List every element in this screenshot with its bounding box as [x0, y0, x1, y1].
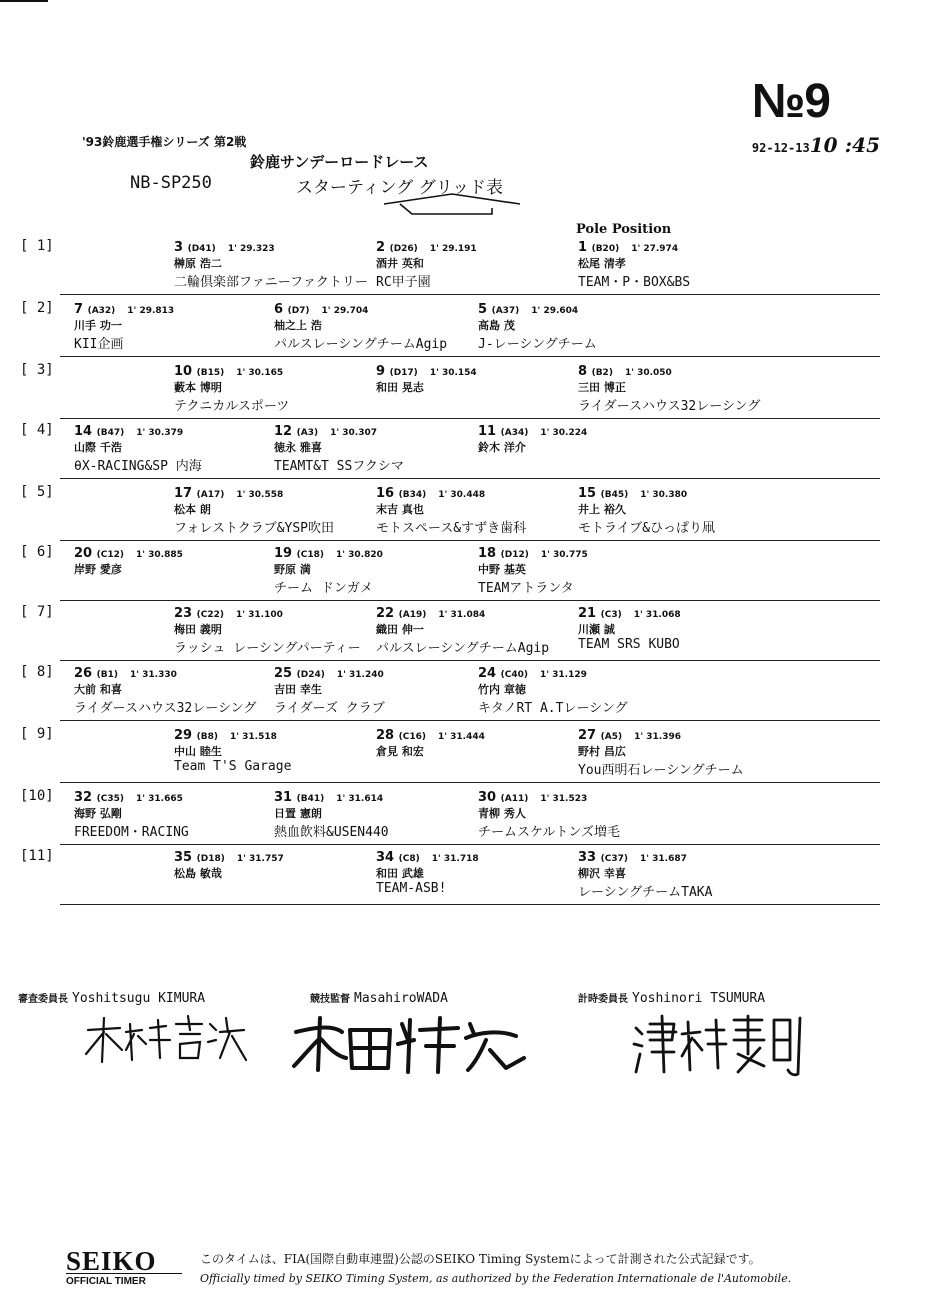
qualifying-time: 1' 30.165: [236, 368, 284, 378]
team-name: ラッシュ レーシングパーティー: [174, 641, 361, 656]
grid-slot: [376, 606, 586, 656]
qualifying-time: 1' 31.757: [236, 854, 284, 864]
grid-position: 25: [274, 666, 293, 681]
team-name: パルスレーシングチームAgip: [376, 641, 550, 656]
grid-slot-header: [274, 302, 484, 317]
qualifying-time: 1' 29.704: [321, 306, 369, 316]
grid-slot-header: [376, 606, 586, 621]
race-number: (A5): [600, 732, 623, 742]
official-steward: [18, 990, 205, 1006]
grid-slot: [376, 850, 586, 896]
rider-name: 藪本 博明: [174, 381, 222, 394]
rider-name: 織田 伸一: [376, 623, 424, 636]
grid-slot: [376, 364, 586, 395]
official-race-director: [310, 990, 448, 1006]
race-number: (B15): [196, 368, 225, 378]
rider-name: 野原 満: [274, 563, 311, 576]
seiko-logo: SEIKO: [66, 1246, 157, 1276]
team-name: Team T'S Garage: [174, 759, 292, 774]
official-timekeeper: [578, 990, 765, 1006]
rider-name: 松本 朗: [174, 503, 211, 516]
grid-slot-header: [376, 728, 586, 743]
qualifying-time: 1' 30.775: [540, 550, 588, 560]
grid-position: 22: [376, 606, 395, 621]
timestamp-date: 92-12-13: [751, 141, 810, 155]
qualifying-time: 1' 31.665: [135, 794, 183, 804]
rider-name: 三田 博正: [578, 381, 626, 394]
grid-position: 32: [74, 790, 93, 805]
race-number: (C16): [398, 732, 426, 742]
pole-position-label: Pole Position: [576, 222, 672, 237]
grid-slot-header: [478, 790, 688, 805]
grid-slot: [174, 364, 384, 414]
rider-name: 柚之上 浩: [274, 319, 322, 332]
grid-position: 35: [174, 850, 193, 865]
grid-row-label: [11]: [20, 848, 54, 864]
grid-slot-header: [478, 546, 688, 561]
team-name: チーム ドンガメ: [274, 581, 373, 596]
race-number: (C8): [398, 854, 420, 864]
qualifying-time: 1' 31.129: [539, 670, 587, 680]
race-number: (B20): [591, 244, 620, 254]
team-name: KII企画: [74, 337, 124, 352]
grid-slot: [376, 486, 586, 536]
grid-slot-header: [74, 546, 284, 561]
race-number: (D12): [500, 550, 529, 560]
signature-tsumura: [630, 1010, 810, 1080]
race-number: (C37): [600, 854, 628, 864]
grid-slot-header: [478, 424, 688, 439]
race-number: (A3): [296, 428, 319, 438]
team-name: TEAMT&T SSフクシマ: [274, 459, 404, 474]
grid-slot: [478, 666, 688, 716]
grid-position: 34: [376, 850, 395, 865]
grid-position: 19: [274, 546, 293, 561]
row-divider: [60, 600, 880, 601]
grid-slot: [578, 850, 788, 900]
race-number: (B2): [591, 368, 613, 378]
qualifying-time: 1' 31.100: [235, 610, 283, 620]
team-name: You西明石レーシングチーム: [578, 763, 744, 778]
official-name: Yoshitsugu KIMURA: [72, 991, 206, 1006]
rider-name: 野村 昌広: [578, 745, 626, 758]
qualifying-time: 1' 29.813: [127, 306, 175, 316]
race-number: (D17): [389, 368, 418, 378]
race-number: (D41): [187, 244, 216, 254]
rider-name: 大前 和喜: [74, 683, 122, 696]
qualifying-time: 1' 31.396: [634, 732, 681, 742]
grid-slot: [74, 666, 284, 716]
row-divider: [60, 356, 880, 357]
grid-slot-header: [274, 546, 484, 561]
grid-row-label: [ 3]: [20, 362, 54, 378]
grid-row-label: [ 7]: [20, 604, 54, 620]
grid-position: 26: [74, 666, 93, 681]
qualifying-time: 1' 31.068: [633, 610, 681, 620]
row-divider: [60, 660, 880, 661]
team-name: RC甲子園: [376, 275, 431, 290]
seiko-logo-subtitle: OFFICIAL TIMER: [66, 1276, 146, 1287]
race-number: (A37): [491, 306, 520, 316]
rider-name: 柳沢 幸喜: [578, 867, 626, 880]
official-name: MasahiroWADA: [354, 991, 448, 1006]
qualifying-time: 1' 29.604: [531, 306, 579, 316]
grid-position: 7: [74, 302, 84, 317]
grid-slot-header: [578, 850, 788, 865]
rider-name: 川瀬 誠: [578, 623, 615, 636]
grid-slot-header: [174, 728, 384, 743]
grid-slot: [174, 486, 384, 536]
grid-slot-header: [578, 486, 788, 501]
race-number: (D7): [287, 306, 310, 316]
qualifying-time: 1' 31.518: [229, 732, 277, 742]
race-name: 鈴鹿サンデーロードレース: [250, 153, 429, 171]
rider-name: 松島 敏哉: [174, 867, 222, 880]
grid-slot: [174, 240, 384, 290]
grid-slot: [74, 424, 284, 474]
rider-name: 吉田 幸生: [274, 683, 322, 696]
team-name: ライダースハウス32レーシング: [74, 701, 257, 716]
grid-slot-header: [376, 850, 586, 865]
team-name: TEAM SRS KUBO: [578, 637, 680, 652]
race-number: (A19): [398, 610, 427, 620]
grid-slot-header: [274, 790, 484, 805]
race-number: (D26): [389, 244, 418, 254]
qualifying-time: 1' 30.224: [540, 428, 588, 438]
grid-row-label: [ 8]: [20, 664, 54, 680]
top-edge-line: [0, 0, 48, 2]
qualifying-time: 1' 31.330: [129, 670, 177, 680]
team-name: TEAM-ASB!: [376, 881, 447, 896]
grid-position: 23: [174, 606, 193, 621]
grid-slot-header: [478, 302, 688, 317]
grid-slot: [478, 302, 688, 352]
qualifying-time: 1' 30.820: [335, 550, 383, 560]
official-role: 競技監督: [310, 994, 350, 1005]
grid-position: 12: [274, 424, 293, 439]
race-number: (A34): [500, 428, 529, 438]
qualifying-time: 1' 30.380: [640, 490, 688, 500]
grid-slot-header: [74, 666, 284, 681]
grid-slot: [174, 850, 384, 881]
rider-name: 青柳 秀人: [478, 807, 526, 820]
series-title: '93鈴鹿選手権シリーズ 第2戦: [82, 135, 247, 149]
grid-position: 18: [478, 546, 497, 561]
grid-position: 17: [174, 486, 193, 501]
team-name: θX-RACING&SP 内海: [74, 459, 202, 474]
race-number: (D18): [196, 854, 225, 864]
rider-name: 和田 武雄: [376, 867, 424, 880]
grid-title: スターティング グリッド表: [296, 178, 504, 198]
grid-row-label: [ 1]: [20, 238, 54, 254]
race-number: (C40): [500, 670, 528, 680]
race-number: (C12): [96, 550, 124, 560]
race-number: (C22): [196, 610, 224, 620]
race-number: (C35): [96, 794, 124, 804]
rider-name: 榊原 浩二: [174, 257, 222, 270]
row-divider: [60, 478, 880, 479]
grid-slot-header: [174, 850, 384, 865]
qualifying-time: 1' 27.974: [631, 244, 679, 254]
grid-slot: [174, 606, 384, 656]
grid-position: 10: [174, 364, 193, 379]
grid-position: 3: [174, 240, 184, 255]
official-role: 計時委員長: [578, 994, 628, 1005]
race-number: (B45): [600, 490, 629, 500]
grid-position: 1: [578, 240, 588, 255]
page-number: №9: [751, 75, 830, 128]
grid-position: 8: [578, 364, 588, 379]
race-number: (A17): [196, 490, 225, 500]
grid-slot: [274, 424, 484, 474]
team-name: パルスレーシングチームAgip: [274, 337, 448, 352]
grid-slot: [578, 606, 788, 652]
grid-slot: [478, 790, 688, 840]
row-divider: [60, 844, 880, 845]
rider-name: 岸野 愛彦: [74, 563, 122, 576]
official-name: Yoshinori TSUMURA: [632, 991, 766, 1006]
logo-underline: [66, 1273, 182, 1274]
qualifying-time: 1' 30.885: [135, 550, 183, 560]
grid-slot-header: [376, 240, 586, 255]
grid-slot: [578, 728, 788, 778]
grid-position: 5: [478, 302, 488, 317]
rider-name: 高島 茂: [478, 319, 515, 332]
row-divider: [60, 904, 880, 905]
qualifying-time: 1' 31.084: [438, 610, 486, 620]
team-name: 二輪倶楽部ファニーファクトリー: [174, 275, 368, 290]
row-divider: [60, 720, 880, 721]
race-number: (B41): [296, 794, 325, 804]
grid-slot-header: [74, 790, 284, 805]
rider-name: 井上 裕久: [578, 503, 626, 516]
qualifying-time: 1' 29.191: [429, 244, 477, 254]
grid-slot-header: [74, 302, 284, 317]
team-name: ライダースハウス32レーシング: [578, 399, 761, 414]
rider-name: 倉見 和宏: [376, 745, 424, 758]
grid-row-label: [ 4]: [20, 422, 54, 438]
grid-position: 2: [376, 240, 386, 255]
rider-name: 竹内 章徳: [478, 683, 526, 696]
grid-position: 27: [578, 728, 597, 743]
grid-position: 21: [578, 606, 597, 621]
rider-name: 山際 千浩: [74, 441, 122, 454]
grid-slot-header: [174, 364, 384, 379]
grid-row-label: [ 6]: [20, 544, 54, 560]
qualifying-time: 1' 31.614: [336, 794, 384, 804]
rider-name: 梅田 義明: [174, 623, 222, 636]
row-divider: [60, 540, 880, 541]
qualifying-time: 1' 31.240: [336, 670, 384, 680]
timestamp: [752, 133, 880, 157]
grid-slot: [274, 546, 484, 596]
grid-slot: [578, 240, 788, 290]
team-name: フォレストクラブ&YSP吹田: [174, 521, 335, 536]
timing-note-english: Officially timed by SEIKO Timing System, as authorized by the Federation Internationale de l'Automobile.: [200, 1272, 792, 1285]
grid-position: 24: [478, 666, 497, 681]
rider-name: 末吉 真也: [376, 503, 424, 516]
rider-name: 中野 基英: [478, 563, 526, 576]
grid-row-label: [ 5]: [20, 484, 54, 500]
signature-wada: [290, 1010, 530, 1080]
grid-slot: [274, 790, 484, 840]
grid-position: 11: [478, 424, 497, 439]
grid-slot-header: [578, 728, 788, 743]
grid-position: 28: [376, 728, 395, 743]
grid-slot-header: [74, 424, 284, 439]
grid-slot: [174, 728, 384, 774]
grid-position: 20: [74, 546, 93, 561]
grid-slot: [74, 790, 284, 840]
grid-position: 15: [578, 486, 597, 501]
row-divider: [60, 294, 880, 295]
race-number: (B8): [196, 732, 218, 742]
team-name: レーシングチームTAKA: [578, 885, 713, 900]
direction-arrow-icon: [382, 192, 522, 218]
grid-slot: [478, 424, 688, 455]
grid-position: 6: [274, 302, 284, 317]
row-divider: [60, 418, 880, 419]
race-number: (B1): [96, 670, 118, 680]
qualifying-time: 1' 31.718: [431, 854, 479, 864]
grid-position: 29: [174, 728, 193, 743]
team-name: TEAMアトランタ: [478, 581, 574, 596]
grid-slot-header: [174, 486, 384, 501]
grid-slot-header: [274, 666, 484, 681]
race-number: (D24): [296, 670, 325, 680]
grid-slot-header: [578, 606, 788, 621]
qualifying-time: 1' 31.444: [437, 732, 485, 742]
grid-position: 33: [578, 850, 597, 865]
qualifying-time: 1' 30.307: [330, 428, 377, 438]
grid-slot: [376, 240, 586, 290]
team-name: モトライブ&ひっぱり凧: [578, 521, 716, 536]
team-name: J-レーシングチーム: [478, 337, 597, 352]
rider-name: 和田 晃志: [376, 381, 424, 394]
team-name: FREEDOM・RACING: [74, 825, 189, 840]
class-name: NB-SP250: [130, 173, 212, 193]
grid-slot: [578, 486, 788, 536]
rider-name: 徳永 雅喜: [274, 441, 322, 454]
race-number: (B47): [96, 428, 125, 438]
grid-position: 30: [478, 790, 497, 805]
grid-slot-header: [376, 364, 586, 379]
race-number: (C18): [296, 550, 324, 560]
rider-name: 海野 弘剛: [74, 807, 122, 820]
qualifying-time: 1' 29.323: [227, 244, 275, 254]
grid-position: 9: [376, 364, 386, 379]
team-name: ライダーズ クラブ: [274, 701, 385, 716]
rider-name: 中山 睦生: [174, 745, 222, 758]
row-divider: [60, 782, 880, 783]
race-number: (A32): [87, 306, 116, 316]
grid-slot: [74, 546, 284, 577]
team-name: テクニカルスポーツ: [174, 399, 290, 414]
grid-row-label: [ 2]: [20, 300, 54, 316]
grid-position: 16: [376, 486, 395, 501]
signature-kimura: [80, 1010, 250, 1070]
grid-row-label: [10]: [20, 788, 54, 804]
grid-slot: [74, 302, 284, 352]
qualifying-time: 1' 31.523: [540, 794, 588, 804]
grid-slot-header: [578, 240, 788, 255]
grid-slot-header: [174, 240, 384, 255]
grid-slot-header: [478, 666, 688, 681]
official-role: 審査委員長: [18, 994, 68, 1005]
team-name: モトスペース&すずき歯科: [376, 521, 527, 536]
grid-slot: [274, 302, 484, 352]
race-number: (C3): [600, 610, 622, 620]
grid-slot-header: [274, 424, 484, 439]
grid-slot: [376, 728, 586, 759]
team-name: チームスケルトンズ増毛: [478, 825, 620, 840]
rider-name: 酒井 英和: [376, 257, 424, 270]
qualifying-time: 1' 31.687: [639, 854, 687, 864]
qualifying-time: 1' 30.050: [624, 368, 672, 378]
qualifying-time: 1' 30.379: [136, 428, 184, 438]
qualifying-time: 1' 30.448: [438, 490, 486, 500]
timestamp-hour: 10: [809, 133, 838, 157]
grid-slot-header: [578, 364, 788, 379]
grid-slot-header: [174, 606, 384, 621]
grid-slot: [478, 546, 688, 596]
grid-slot: [578, 364, 788, 414]
grid-slot: [274, 666, 484, 716]
rider-name: 鈴木 洋介: [478, 441, 526, 454]
race-number: (A11): [500, 794, 529, 804]
grid-row-label: [ 9]: [20, 726, 54, 742]
rider-name: 松尾 清孝: [578, 257, 626, 270]
qualifying-time: 1' 30.558: [236, 490, 284, 500]
timestamp-minute: :45: [844, 133, 880, 157]
team-name: TEAM・P・BOX&BS: [578, 275, 691, 290]
grid-slot-header: [376, 486, 586, 501]
team-name: 熱血飲料&USEN440: [274, 825, 389, 840]
grid-position: 14: [74, 424, 93, 439]
rider-name: 川手 功一: [74, 319, 122, 332]
qualifying-time: 1' 30.154: [429, 368, 477, 378]
race-number: (B34): [398, 490, 427, 500]
rider-name: 日置 憲朗: [274, 807, 322, 820]
grid-position: 31: [274, 790, 293, 805]
team-name: キタノRT A.Tレーシング: [478, 701, 628, 716]
timing-note-japanese: このタイムは、FIA(国際自動車連盟)公認のSEIKO Timing Systemによって計測された公式記録です。: [200, 1252, 761, 1266]
